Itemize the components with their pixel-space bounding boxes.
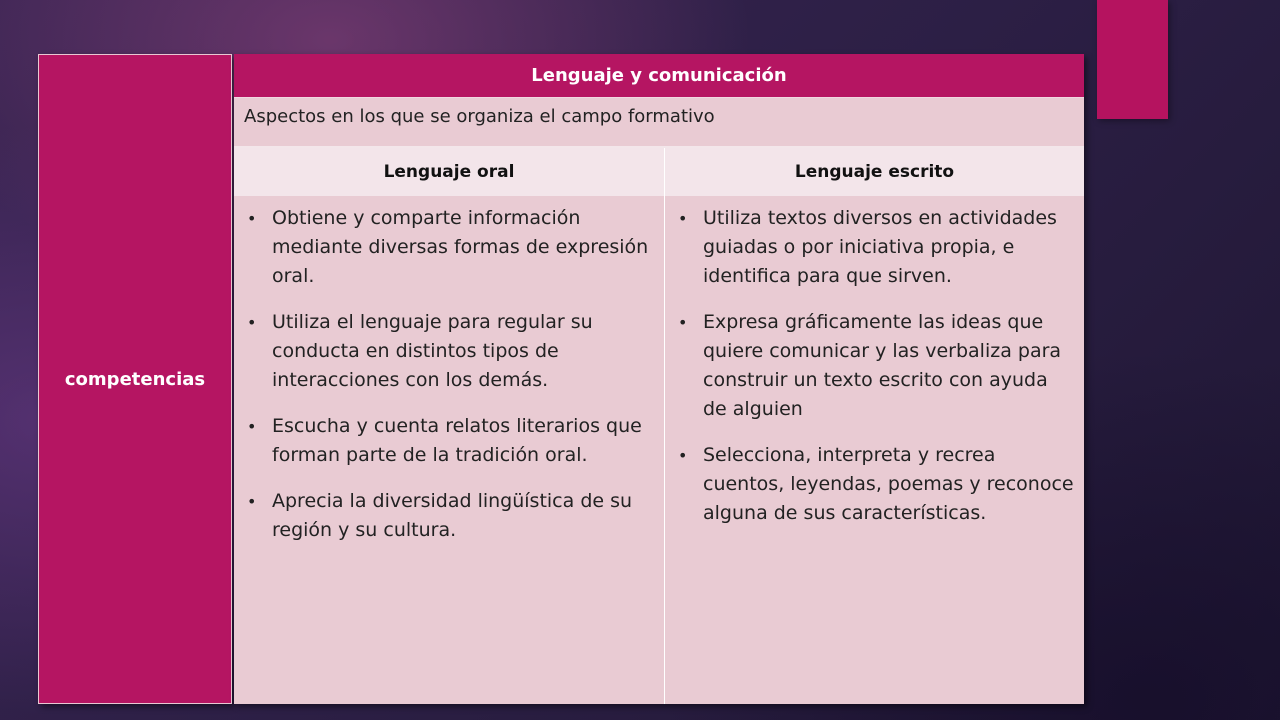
- bullet-icon: •: [247, 417, 257, 436]
- list-item-text: Utiliza textos diversos en actividades guiadas o por iniciativa propia, e identifica para que sirven.: [703, 207, 1057, 287]
- list-item-text: Obtiene y comparte información mediante diversas formas de expresión oral.: [272, 207, 649, 287]
- oral-bullet-list: [244, 204, 654, 545]
- bullet-icon: •: [678, 446, 688, 465]
- list-item: [244, 487, 654, 545]
- competencias-cell: [38, 54, 232, 704]
- list-item: [675, 204, 1074, 291]
- table-title: Lenguaje y comunicación: [531, 65, 787, 86]
- list-item-text: Expresa gráficamente las ideas que quiere comunicar y las verbaliza para construir un texto escrito con ayuda de alguien: [703, 311, 1062, 420]
- list-item-text: Escucha y cuenta relatos literarios que forman parte de la tradición oral.: [272, 415, 642, 466]
- list-item: [244, 204, 654, 291]
- escrito-bullet-list: [675, 204, 1074, 528]
- corner-accent-block: [1097, 0, 1168, 119]
- column-escrito-body: [665, 196, 1084, 704]
- bullet-icon: •: [247, 492, 257, 511]
- list-item-text: Selecciona, interpreta y recrea cuentos, leyendas, poemas y reconoce alguna de sus características.: [703, 444, 1074, 524]
- list-item-text: Aprecia la diversidad lingüística de su región y su cultura.: [272, 490, 633, 541]
- bullet-icon: •: [247, 209, 257, 228]
- list-item: [244, 308, 654, 395]
- list-item: [675, 441, 1074, 528]
- bullet-icon: •: [678, 313, 688, 332]
- bullet-icon: •: [247, 313, 257, 332]
- list-item: [675, 308, 1074, 424]
- list-item-text: Utiliza el lenguaje para regular su conducta en distintos tipos de interacciones con los demás.: [272, 311, 593, 391]
- content-table: [234, 54, 1084, 704]
- table-title-row: [234, 54, 1084, 98]
- column-header-escrito: [665, 148, 1084, 196]
- column-oral-body: [234, 196, 665, 704]
- aspects-row: [234, 98, 1084, 148]
- column-header-escrito-label: Lenguaje escrito: [794, 162, 955, 182]
- column-header-oral-label: Lenguaje oral: [383, 162, 515, 182]
- list-item: [244, 412, 654, 470]
- aspects-text: Aspectos en los que se organiza el campo formativo: [244, 106, 715, 127]
- column-header-oral: [234, 148, 665, 196]
- bullet-icon: •: [678, 209, 688, 228]
- competencias-label: competencias: [64, 368, 206, 390]
